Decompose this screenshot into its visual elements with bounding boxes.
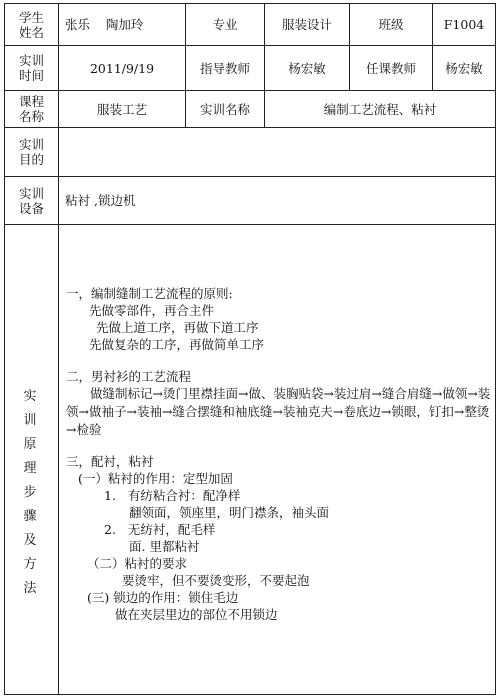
section-1-item: 先做零部件，再合主件 bbox=[89, 303, 215, 318]
method-label-char: 实 bbox=[23, 389, 37, 404]
major-value: 服装设计 bbox=[281, 17, 332, 32]
student-name-value: 张乐 陶加玲 bbox=[65, 17, 144, 32]
method-label-char: 法 bbox=[23, 581, 37, 596]
training-date-value: 2011/9/19 bbox=[89, 60, 155, 76]
training-purpose-label: 实训 目的 bbox=[18, 137, 44, 167]
project-name-value: 编制工艺流程、粘衬 bbox=[323, 101, 437, 117]
method-label-char: 骤 bbox=[23, 509, 37, 524]
section-2-process-flow: 做缝制标记→烫门里襟挂面→做、装胸贴袋→装过肩→缝合肩缝→做领→装领→做袖子→装袖→缝合摆缝和袖底缝→装袖克夫→卷底边→锁眼，钉扣→整烫→检验 bbox=[66, 386, 491, 437]
row-divider bbox=[4, 224, 496, 225]
teacher-value: 杨宏敏 bbox=[445, 60, 483, 76]
section-3-item-2: 2. 无纺衬，配毛样 bbox=[104, 522, 216, 537]
table-right-border bbox=[495, 3, 496, 695]
equipment-value: 粘衬 ,锁边机 bbox=[65, 193, 136, 208]
section-3-item-1: 1. 有纺粘合衬：配净样 bbox=[104, 488, 241, 503]
major-label: 专业 bbox=[212, 17, 238, 32]
section-3-sub-3: (三) 锁边的作用：锁住毛边 bbox=[87, 590, 239, 605]
course-name-value: 服装工艺 bbox=[96, 101, 147, 117]
class-value: F1004 bbox=[443, 17, 485, 32]
section-1-title: 一，编制缝制工艺流程的原则: bbox=[66, 286, 233, 301]
method-label-char: 方 bbox=[23, 557, 37, 572]
section-3-sub-2-detail: 要烫牢，但不要烫变形，不要起泡 bbox=[122, 573, 310, 588]
section-3-sub-1: (一）粘衬的作用：定型加固 bbox=[78, 471, 233, 486]
section-1-item: 先做上道工序，再做下道工序 bbox=[96, 320, 259, 335]
course-name-label: 课程 名称 bbox=[18, 94, 44, 124]
equipment-label: 实训 设备 bbox=[18, 185, 44, 216]
method-label-char: 理 bbox=[23, 461, 37, 476]
method-label-char: 原 bbox=[23, 437, 37, 452]
method-label-char: 训 bbox=[23, 413, 37, 428]
training-time-label: 实训 时间 bbox=[18, 53, 44, 83]
project-name-label: 实训名称 bbox=[199, 101, 250, 117]
method-label-char: 步 bbox=[23, 485, 37, 500]
teacher-label: 任课教师 bbox=[365, 60, 416, 76]
class-label: 班级 bbox=[378, 17, 404, 32]
section-3-sub-3-detail: 做在夹层里边的部位不用锁边 bbox=[115, 607, 278, 622]
advisor-value: 杨宏敏 bbox=[288, 60, 326, 76]
table-bottom-border bbox=[4, 694, 496, 695]
section-1-item: 先做复杂的工序，再做简单工序 bbox=[89, 337, 265, 352]
method-label-char: 及 bbox=[23, 533, 37, 548]
student-name-label: 学生 姓名 bbox=[18, 9, 44, 40]
section-2-title: 二，男衬衫的工艺流程 bbox=[66, 369, 192, 384]
training-purpose-value bbox=[59, 128, 495, 176]
advisor-label: 指导教师 bbox=[199, 60, 250, 76]
section-3-title: 三，配衬，粘衬 bbox=[66, 454, 154, 469]
section-3-item-1-detail: 翻领面，领座里，明门襟条，袖头面 bbox=[129, 505, 330, 520]
method-label-vertical bbox=[9, 385, 51, 601]
section-3-sub-2: （二）粘衬的要求 bbox=[87, 556, 188, 571]
section-3-item-2-detail: 面. 里都粘衬 bbox=[129, 539, 200, 554]
